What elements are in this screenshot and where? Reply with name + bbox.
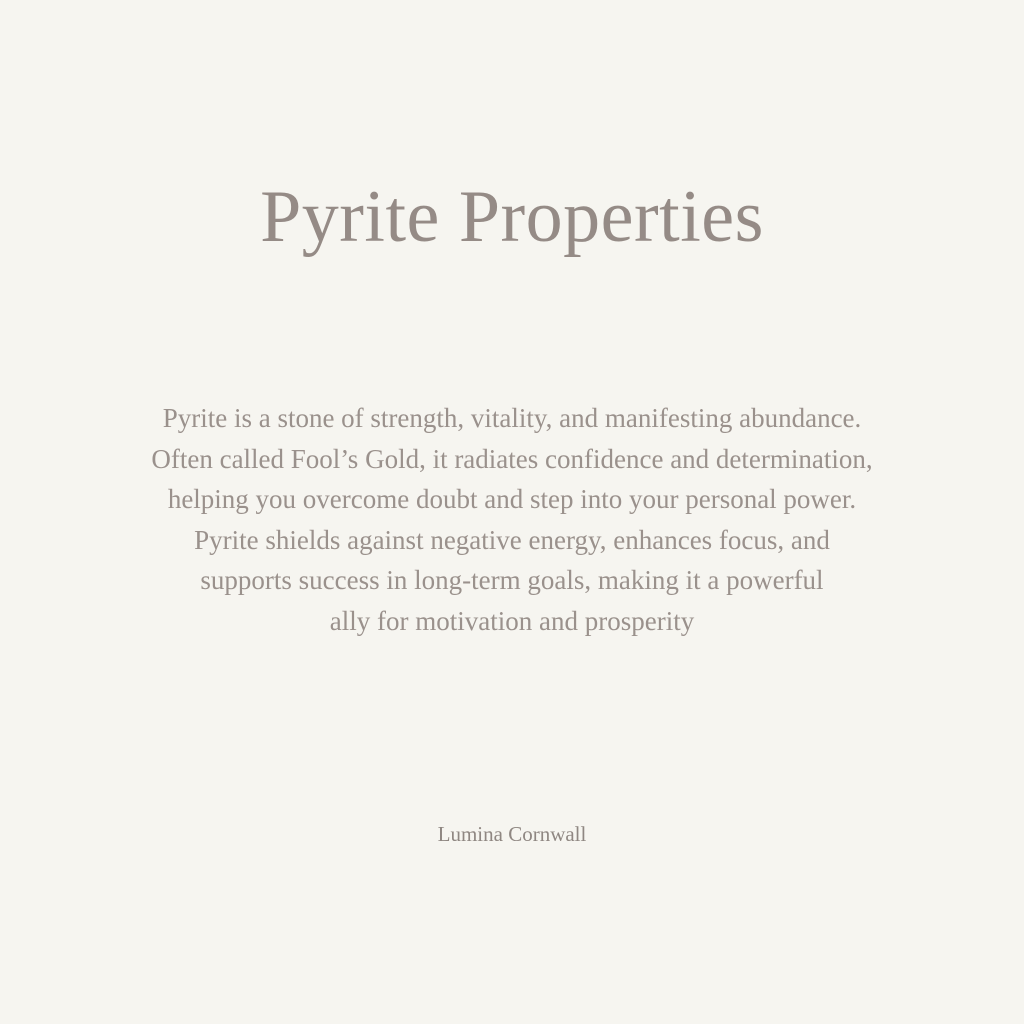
- description-line: Pyrite shields against negative energy, enhances focus, and: [194, 524, 830, 555]
- page-title: Pyrite Properties: [260, 176, 764, 258]
- author-name: Lumina Cornwall: [437, 822, 587, 846]
- description-line: ally for motivation and prosperity: [329, 605, 695, 636]
- description-line: Pyrite is a stone of strength, vitality, and manifesting abundance.: [162, 403, 862, 433]
- description-line: Often called Fool’s Gold, it radiates confidence and determination,: [151, 443, 873, 474]
- description-line: supports success in long-term goals, making it a powerful: [200, 565, 824, 596]
- description-paragraph: [62, 398, 962, 642]
- description-line: helping you overcome doubt and step into your personal power.: [167, 484, 857, 515]
